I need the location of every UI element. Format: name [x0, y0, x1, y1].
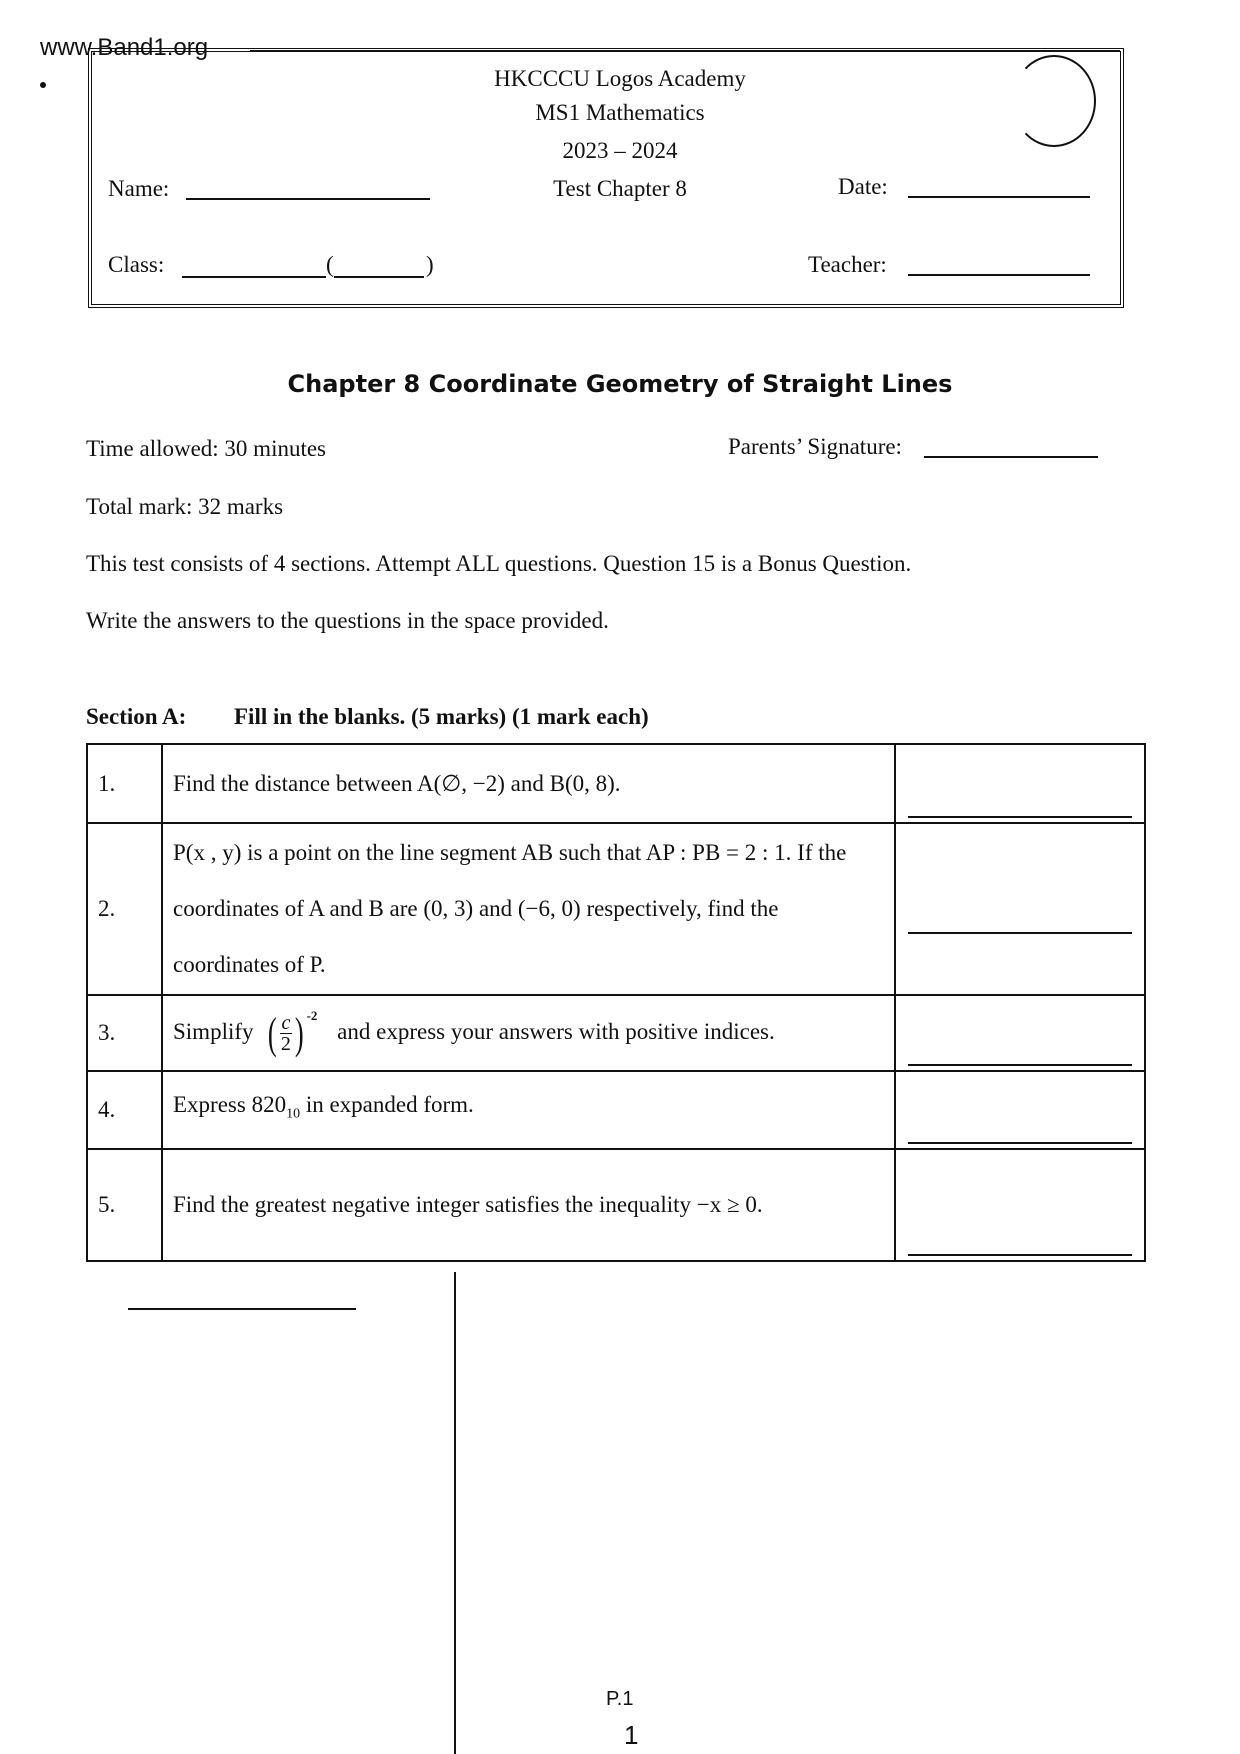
name-field[interactable] [186, 198, 430, 200]
question-text-post: and express your answers with positive indices. [337, 1018, 775, 1044]
parents-signature-field[interactable] [924, 456, 1098, 458]
section-a-table [86, 743, 1146, 1262]
answer-line[interactable] [908, 1142, 1132, 1144]
fraction-denominator: 2 [280, 1032, 291, 1055]
class-number-field[interactable] [334, 276, 424, 278]
school-year: 2023 – 2024 [562, 138, 678, 163]
fraction-expression: ( c 2 ) $^{-2}$ [268, 1007, 318, 1058]
page-label: P.1 [606, 1688, 634, 1710]
answer-line[interactable] [908, 932, 1132, 934]
question-row [87, 1071, 1145, 1149]
date-label: Date: [838, 174, 888, 199]
page-number: 1 [624, 1720, 639, 1750]
subject: MS1 Mathematics [535, 100, 705, 125]
question-row [87, 995, 1145, 1071]
teacher-field[interactable] [908, 274, 1090, 276]
date-field[interactable] [908, 196, 1090, 198]
question-text-post: in expanded form. [300, 1092, 474, 1117]
question-line: coordinates of P. [173, 952, 326, 977]
question-row [87, 744, 1145, 823]
exponent: -2 [306, 1007, 318, 1023]
total-mark: Total mark: 32 marks [86, 494, 284, 519]
parents-signature-label: Parents’ Signature: [728, 434, 902, 459]
section-a-label: Section A: [86, 704, 187, 729]
answer-line[interactable] [908, 816, 1132, 818]
answer-cell[interactable] [895, 1071, 1145, 1149]
answer-line[interactable] [908, 1064, 1132, 1066]
blank-line [128, 1308, 356, 1310]
question-text: Find the distance between A(∅, −2) and B(0, 8). [162, 744, 895, 823]
question-text [162, 823, 895, 995]
question-text-pre: Express 820 [173, 1092, 287, 1117]
question-number: 3. [87, 995, 162, 1071]
question-number: 1. [87, 744, 162, 823]
answer-cell[interactable] [895, 744, 1145, 823]
question-row [87, 1149, 1145, 1261]
question-text [162, 1071, 895, 1149]
question-text [162, 995, 895, 1071]
question-row [87, 823, 1145, 995]
name-label: Name: [108, 176, 170, 201]
question-line: coordinates of A and B are (0, 3) and (−6, 0) respectively, find the [173, 896, 779, 921]
question-number: 2. [87, 823, 162, 995]
class-paren-close: ) [426, 252, 434, 277]
teacher-label: Teacher: [808, 252, 887, 277]
question-text-pre: Simplify [173, 1018, 254, 1044]
school-name: HKCCCU Logos Academy [494, 66, 746, 91]
test-name: Test Chapter 8 [553, 176, 687, 201]
page-title: Chapter 8 Coordinate Geometry of Straight Lines [287, 370, 953, 398]
fraction-numerator: c [281, 1011, 291, 1034]
base-subscript: 10 [286, 1106, 301, 1122]
question-number: 5. [87, 1149, 162, 1261]
class-field[interactable] [182, 276, 326, 278]
answer-line[interactable] [908, 1254, 1132, 1256]
write-instructions: Write the answers to the questions in the space provided. [86, 608, 609, 633]
section-a-description: Fill in the blanks. (5 marks) (1 mark each) [234, 704, 649, 729]
question-number: 4. [87, 1071, 162, 1149]
question-line: P(x , y) is a point on the line segment AB such that AP : PB = 2 : 1. If the [173, 840, 847, 865]
question-text: Find the greatest negative integer satisfies the inequality −x ≥ 0. [162, 1149, 895, 1261]
divider [454, 1272, 456, 1754]
answer-cell[interactable] [895, 995, 1145, 1071]
answer-cell[interactable] [895, 1149, 1145, 1261]
answer-cell[interactable] [895, 823, 1145, 995]
time-allowed: Time allowed: 30 minutes [86, 436, 327, 461]
watermark: www.Band1.org [40, 34, 209, 61]
class-label: Class: [108, 252, 165, 277]
class-paren-open: ( [326, 252, 334, 277]
instructions: This test consists of 4 sections. Attempt ALL questions. Question 15 is a Bonus Question. [86, 551, 912, 576]
